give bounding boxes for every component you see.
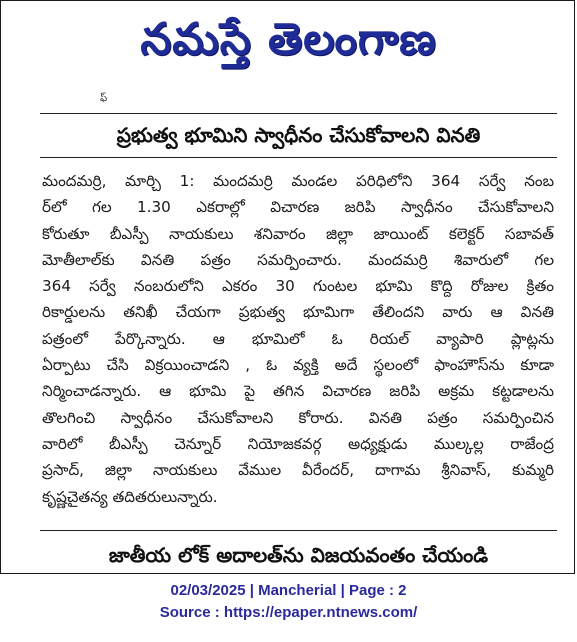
headline-top-rule	[40, 113, 557, 114]
article-divider	[40, 530, 557, 531]
article-body-line: కృష్ణచైతన్య తదితరులున్నారు.	[42, 487, 218, 506]
edition-info: 02/03/2025 | Mancherial | Page : 2	[170, 582, 407, 599]
article-headline: ప్రభుత్వ భూమిని స్వాధీనం చేసుకోవాలని వినతి	[116, 123, 481, 147]
clipping-footer	[0, 580, 577, 624]
article-body-line: ప్రసాద్, జిల్లా నాయకులు వేముల వీరేందర్, దాగామ శ్రీనివాస్, కుమ్మరి	[42, 461, 554, 480]
article-body-line: ఏర్పాటు చేసి విక్రయించాడని , ఓ వ్యక్తి అదే స్థలంలో ఫాంహౌస్‌ను కూడా	[42, 356, 554, 375]
article-body-line: తొలగించి స్వాధీనం చేసుకోవాలని కోరారు. వినతి పత్రం సమర్పించిన	[42, 408, 554, 427]
article-body-line: మోతీలాల్‌కు వినతి పత్రం సమర్పించారు. మందమర్రి శివారులో గల	[42, 250, 554, 269]
article-body-line: నిర్మించాడన్నారు. ఆ భూమి పై తగిన విచారణ జరిపి అక్రమ కట్టడాలను	[42, 382, 554, 401]
article-body-line: వారిలో బీఎస్పీ చెన్నూర్ నియోజకవర్గ అధ్యక్షుడు ముల్కల్ల రాజేంద్ర	[42, 434, 554, 453]
article-body-line: 364 సర్వే నంబరులోని ఎకరం 30 గుంటల భూమి కొద్ది రోజుల క్రితం	[42, 277, 554, 296]
source-link[interactable]: Source : https://epaper.ntnews.com/	[159, 604, 418, 621]
clipped-text-fragment: ఫ్	[100, 93, 108, 104]
article-body-line: ర్‌లో గల 1.30 ఎకరాల్లో విచారణ జరిపి స్వాధీనం చేసుకోవాలని	[42, 198, 554, 217]
newspaper-logo: నమస్తే తెలంగాణ	[140, 14, 437, 65]
masthead	[0, 8, 577, 72]
next-article-headline: జాతీయ లోక్ అదాలత్‌ను విజయవంతం చేయండి	[108, 543, 489, 567]
article-body-line: రికార్డులను తనిఖీ చేయగా ప్రభుత్వ భూమిగా తేలిందని వారు ఆ వినతి	[42, 303, 554, 322]
article-body	[42, 168, 554, 510]
article-body-line: పత్రంలో పేర్కొన్నారు. ఆ భూమిలో ఓ రియల్ వ్యాపారి ప్లాట్లను	[42, 329, 554, 348]
article-body-line: కోరుతూ బీఎస్పీ నాయకులు శనివారం జిల్లా జాయింట్ కలెక్టర్ సబావత్	[42, 224, 554, 243]
headline-bottom-rule	[40, 157, 557, 158]
article-body-line: మందమర్రి, మార్చి 1: మందమర్రి మండల పరిధిలోని 364 సర్వే నంబ	[42, 172, 554, 190]
